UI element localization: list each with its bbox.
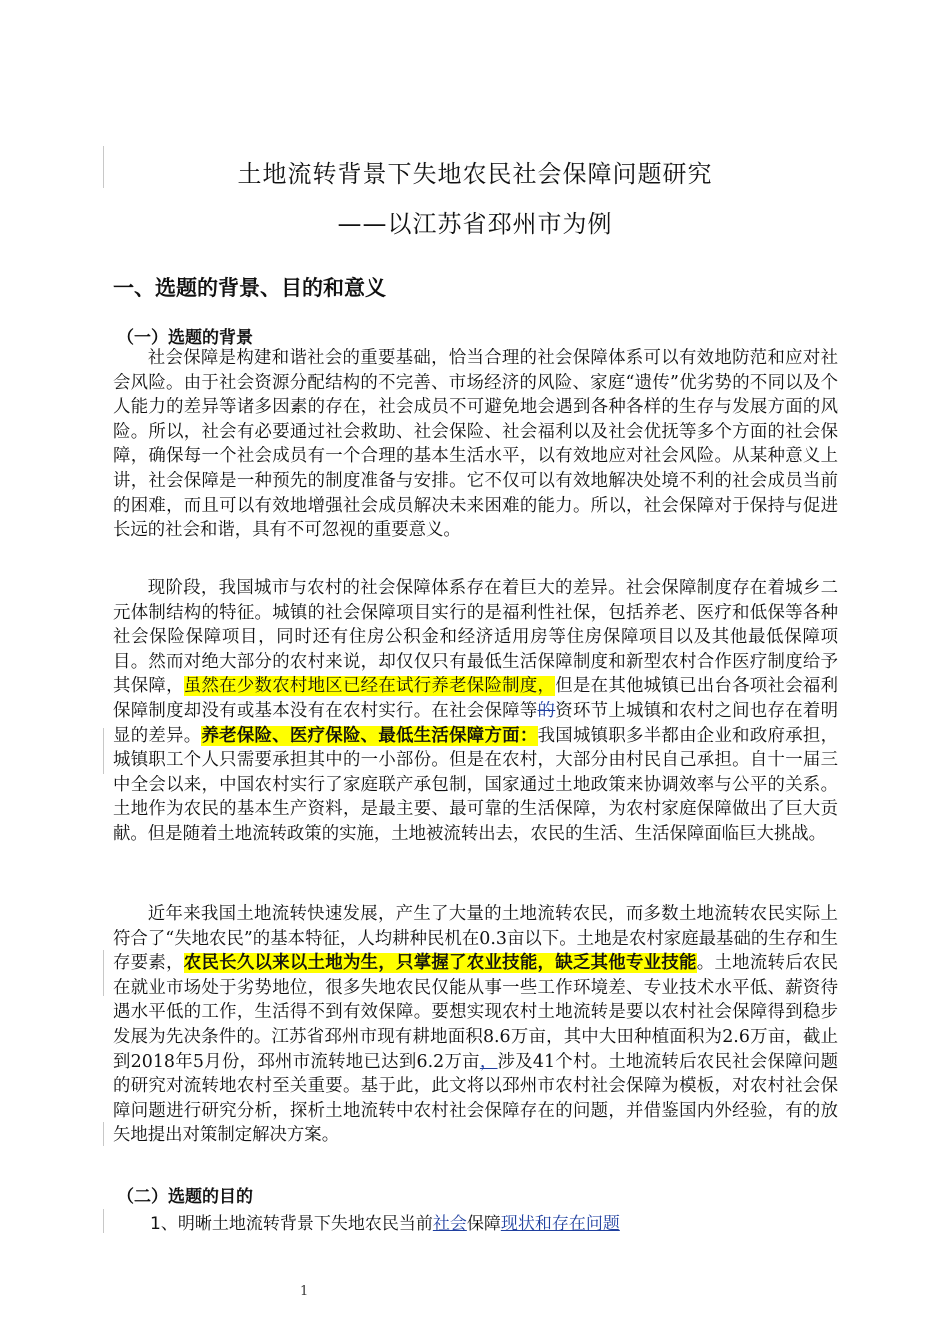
text-run: 但是在其他城镇已出台各项社会福利保障制度却没有或基本没有在农村实行。在社会保障等 xyxy=(113,676,838,721)
highlighted-text: 虽然在少数农村地区已经在试行养老保险制度， xyxy=(183,676,556,697)
text-run: 现阶段，我国城市与农村的社会保障体系存在着巨大的差异。社会保障制度存在着城乡二元体制结构的特征。城镇的社会保障项目实行的是福利性社保，包括养老、医疗和低保等各种社会保险保障项目，同时还有住房公积金和经济适用房等住房保障项目以及其他最低保障项目。然而对绝大部分的农村来说，却仅仅只有最低生活保障制度和新型农村合作医疗制度给予其保障， xyxy=(113,578,838,697)
text-run: 资环节上城镇和农村之间也存在着明显的差异。 xyxy=(113,700,838,746)
document-subtitle: ——以江苏省邳州市为例 xyxy=(337,210,613,238)
subsection-heading: （一）选题的背景 xyxy=(117,328,253,348)
highlighted-text: 农民长久以来以土地为生，只掌握了农业技能，缺乏其他专业技能 xyxy=(183,953,697,974)
text-run: 1、明晰土地流转背景下失地农民当前 xyxy=(150,1214,433,1234)
paragraph-3 xyxy=(113,902,838,1148)
text-run: 。土地流转后农民在就业市场处于劣势地位，很多失地农民仅能从事一些工作环境差、专业技术水平低、薪资待遇水平低的工作，生活得不到有效保障。要想实现农村土地流转是要以农村社会保障得到稳步发展为先决条件的。江苏省邳州市现有耕地面积8.6万亩，其中大田种植面积为2.6万亩，截止到2018年5月份，邳州市流转地已达到6.2万亩 xyxy=(113,953,838,1072)
text-run: 近年来我国土地流转快速发展，产生了大量的土地流转农民，而多数土地流转农民实际上符合了“失地农民”的基本特征，人均耕种民机在0.3亩以下。土地是农村家庭最基础的生存和生存要素， xyxy=(113,904,838,974)
text-run: 我国城镇职多半都由企业和政府承担，城镇职工个人只需要承担其中的一小部份。但是在农村，大部分由村民自己承担。自十一届三中全会以来，中国农村实行了家庭联产承包制，国家通过土地政策来协调效率与公平的关系。土地作为农民的基本生产资料，是最主要、最可靠的生活保障，为农村家庭保障做出了巨大贡献。但是随着土地流转政策的实施，土地被流转出去，农民的生活、生活保障面临巨大挑战。 xyxy=(113,725,838,844)
paragraph-1: 社会保障是构建和谐社会的重要基础，恰当合理的社会保障体系可以有效地防范和应对社会风险。由于社会资源分配结构的不完善、市场经济的风险、家庭“遗传”优劣势的不同以及个人能力的差异等诸多因素的存在，社会成员不可避免地会遇到各种各样的生存与发展方面的风险。所以，社会有必要通过社会救助、社会保险、社会福利以及社会优抚等多个方面的社会保障，确保每一个社会成员有一个合理的基本生活水平，以有效地应对社会风险。从某种意义上讲，社会保障是一种预先的制度准备与安排。它不仅可以有效地解决处境不利的社会成员当前的困难，而且可以有效地增强社会成员解决未来困难的能力。所以，社会保障对于保持与促进长远的社会和谐，具有不可忽视的重要意义。 xyxy=(113,348,838,541)
list-item xyxy=(150,1209,620,1234)
section-heading: 一、选题的背景、目的和意义 xyxy=(113,276,386,300)
document-title: 土地流转背景下失地农民社会保障问题研究 xyxy=(237,160,713,188)
paragraph-2 xyxy=(113,576,838,847)
highlighted-text: 养老保险、医疗保险、最低生活保障方面： xyxy=(201,725,538,746)
text-run: 涉及41个村。土地流转后农民社会保障问题的研究对流转地农村至关重要。基于此，此文将以邳州市农村社会保障为模板，对农村社会保障问题进行研究分析，探析土地流转中农村社会保障存在的问题，并借鉴国内外经验，有的放矢地提出对策制定解决方案。 xyxy=(113,1051,838,1146)
deleted-text: 的 xyxy=(537,700,556,721)
margin-change-bar xyxy=(103,1209,104,1233)
page-number: 1 xyxy=(300,1284,309,1299)
margin-change-bar xyxy=(103,728,104,774)
margin-change-bar xyxy=(103,950,104,996)
margin-change-bar xyxy=(103,1122,104,1146)
subsection-heading: （二）选题的目的 xyxy=(117,1187,253,1207)
text-run: 保障 xyxy=(466,1214,501,1234)
inserted-text: 社会 xyxy=(432,1214,467,1234)
inserted-text: ， xyxy=(479,1051,498,1072)
inserted-text: 现状和存在问题 xyxy=(500,1214,620,1234)
